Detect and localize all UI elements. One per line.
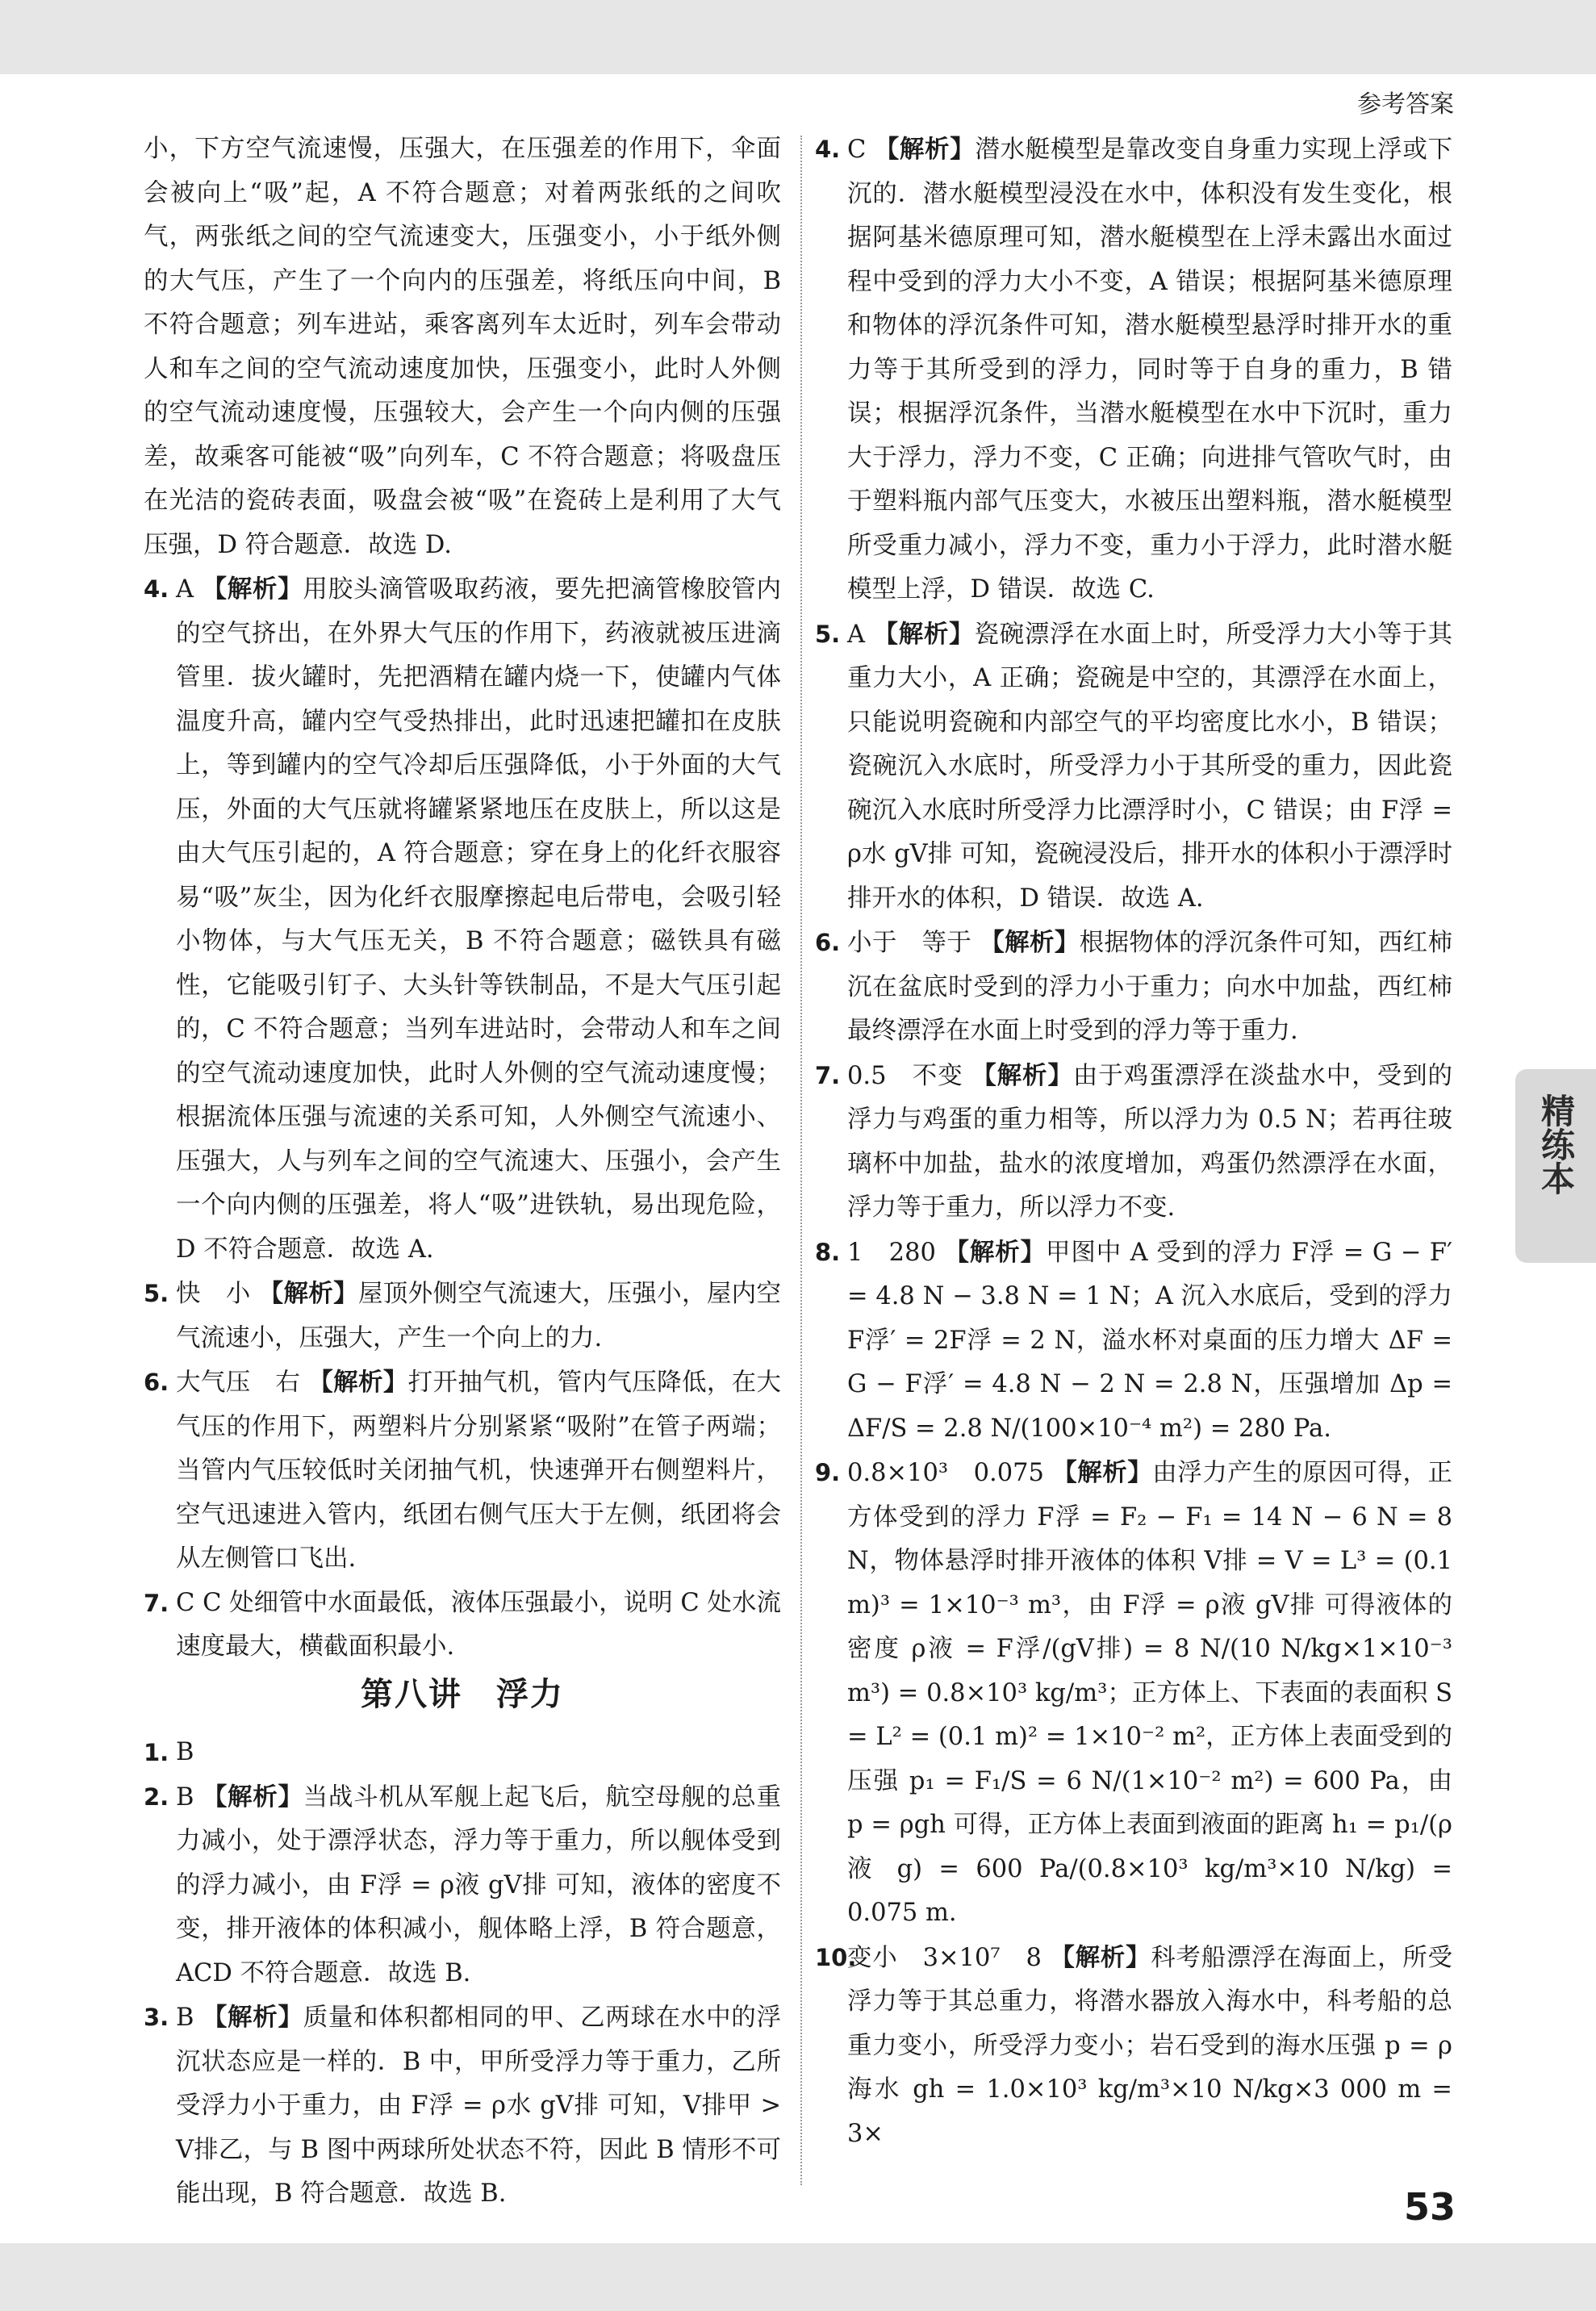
item-text: 屋顶外侧空气流速大，压强小，屋内空气流速小，压强大，产生一个向上的力. [176,1280,782,1352]
item-number: 8. [815,1238,841,1266]
item-number: 4. [144,575,169,603]
page-number: 53 [1404,2185,1456,2229]
left-column [144,127,781,2217]
item-answer: B [176,1782,194,1812]
answer-item-4-left [144,567,781,1272]
answer-item-9-right [815,1451,1452,1936]
item-text: 用胶头滴管吸取药液，要先把滴管橡胶管内的空气挤出，在外界大气压的作用下，药液就被压进滴管里．拔火罐时，先把酒精在罐内烧一下，使罐内气体温度升高，罐内空气受热排出，此时迅速把罐扣在皮肤上，等到罐内的空气冷却后压强降低，小于外面的大气压，外面的大气压就将罐紧紧地压在皮肤上，所以这是由大气压引起的，A 符合题意；穿在身上的化纤衣服容易“吸”灰尘，因为化纤衣服摩擦起电后带电，会吸引轻小物体，与大气压无关，B 不符合题意；磁铁具有磁性，它能吸引钉子、大头针等铁制品，不是大气压引起的，C 不符合题意；当列车进站时，会带动人和车之间的空气流动速度加快，此时人外侧的空气流动速度慢；根据流体压强与流速的关系可知，人外侧空气流速小、压强大，人与列车之间的空气流速大、压强小，会产生一个向内侧的压强差，将人“吸”进铁轨，易出现危险，D 不符合题意．故选 A. [176,575,782,1264]
item-number: 1. [144,1739,169,1766]
item-text: 打开抽气机，管内气压降低，在大气压的作用下，两塑料片分别紧紧“吸附”在管子两端；当管内气压较低时关闭抽气机，快速弹开右侧塑料片，空气迅速进入管内，纸团右侧气压大于左侧，纸团将会从左侧管口飞出. [176,1369,782,1573]
item-number: 5. [815,620,841,648]
analysis-tag: 【解析】 [258,1279,358,1308]
answer-item-8-right [815,1231,1452,1452]
analysis-tag: 【解析】 [980,928,1080,957]
side-tab-label: 精练本 [1536,1093,1576,1195]
item-text: 瓷碗漂浮在水面上时，所受浮力大小等于其重力大小，A 正确；瓷碗是中空的，其漂浮在水面上，只能说明瓷碗和内部空气的平均密度比水小，B 错误；瓷碗沉入水底时，所受浮力小于其所受的重力，因此瓷碗沉入水底时所受浮力比漂浮时小，C 错误；由 F浮 = ρ水 gV排 可知，瓷碗浸没后，排开水的体积小于漂浮时排开水的体积，D 错误．故选 A. [847,620,1453,913]
item-text: 当战斗机从军舰上起飞后，航空母舰的总重力减小，处于漂浮状态，浮力等于重力，所以舰体受到的浮力减小，由 F浮 = ρ液 gV排 可知，液体的密度不变，排开液体的体积减小，舰体略上浮，B 符合题意，ACD 不符合题意．故选 B. [176,1782,782,1987]
item-answer: A [176,575,194,604]
analysis-tag: 【解析】 [971,1060,1073,1090]
side-tab [1515,1069,1596,1263]
analysis-tag: 【解析】 [1052,1458,1153,1487]
lecture-title: 第八讲 浮力 [361,1675,564,1713]
item-text: 甲图中 A 受到的浮力 F浮 = G − F′ = 4.8 N − 3.8 N = 1 N；A 沉入水底后，受到的浮力 F浮′ = 2F浮 = 2 N，溢水杯对桌面的压力增大 ΔF = G − F浮′ = 4.8 N − 2 N = 2.8 N，压强增加 Δp = ΔF/S = 2.8 N/(100×10⁻⁴ m²) = 280 Pa. [847,1238,1452,1443]
answer-item-4-right [815,127,1452,612]
item-answer: 0.8×10³ 0.075 [847,1459,1044,1487]
item-answer: B [176,2004,194,2032]
item-answer: 快 小 [176,1280,251,1308]
analysis-tag: 【解析】 [873,619,975,649]
header-title: 参考答案 [1357,90,1454,119]
item-answer: 小于 等于 [847,929,972,957]
item-number: 7. [144,1589,169,1617]
continued-paragraph: 小，下方空气流速慢，压强大，在压强差的作用下，伞面会被向上“吸”起，A 不符合题意；对着两张纸的之间吹气，两张纸之间的空气流速变大，压强变小，小于纸外侧的大气压，产生了一个向内的压强差，将纸压向中间，B 不符合题意；列车进站，乘客离列车太近时，列车会带动人和车之间的空气流动速度加快，压强变小，此时人外侧的空气流动速度慢，压强较大，会产生一个向内侧的压强差，故乘客可能被“吸”向列车，C 不符合题意；将吸盘压在光洁的瓷砖表面，吸盘会被“吸”在瓷砖上是利用了大气压强，D 符合题意．故选 D. [144,135,781,559]
answer-item-5-right [815,612,1452,921]
item-answer: C [176,1588,195,1617]
answer-item-7-left [144,1582,781,1670]
item-number: 2. [144,1782,169,1811]
analysis-tag: 【解析】 [202,575,303,604]
column-divider [800,136,802,2185]
answer-item-2-lecture8 [144,1775,781,1996]
item-number: 4. [815,136,841,163]
item-number: 6. [815,929,841,956]
item-answer: 0.5 不变 [847,1061,963,1090]
item-text: C 处细管中水面最低，液体压强最小，说明 C 处水流速度最大，横截面积最小. [176,1588,781,1661]
item-text: 质量和体积都相同的甲、乙两球在水中的浮沉状态应是一样的．B 中，甲所受浮力等于重力，乙所受浮力小于重力，由 F浮 = ρ水 gV排 可知，V排甲 > V排乙，与 B 图中两球所处状态不符，因此 B 情形不可能出现，B 符合题意．故选 B. [176,2004,782,2208]
answer-item-6-left [144,1360,781,1582]
item-text: 科考船漂浮在海面上，所受浮力等于其总重力，将潜水器放入海水中，科考船的总重力变小，所受浮力变小；岩石受到的海水压强 p = ρ海水 gh = 1.0×10³ kg/m³×10 N/kg×3 000 m = 3× [847,1943,1453,2148]
answer-item-7-right [815,1054,1452,1231]
answer-item-5-left [144,1272,781,1360]
item-number: 9. [815,1459,841,1486]
analysis-tag: 【解析】 [202,2003,303,2032]
item-answer: 1 280 [847,1238,936,1267]
item-text: 由于鸡蛋漂浮在淡盐水中，受到的浮力与鸡蛋的重力相等，所以浮力为 0.5 N；若再往玻璃杯中加盐，盐水的浓度增加，鸡蛋仍然漂浮在水面，浮力等于重力，所以浮力不变. [847,1061,1453,1222]
top-margin [0,0,1596,74]
item-answer: B [176,1738,194,1766]
item-answer: 大气压 右 [176,1369,301,1397]
analysis-tag: 【解析】 [202,1782,303,1812]
answer-item-1-lecture8 [144,1731,781,1775]
bottom-margin [0,2243,1596,2311]
item-answer: A [847,620,866,649]
answer-item-3-lecture8 [144,1995,781,2217]
item-text: 由浮力产生的原因可得，正方体受到的浮力 F浮 = F₂ − F₁ = 14 N − 6 N = 8 N，物体悬浮时排开液体的体积 V排 = V = L³ = (0.1 m)³ = 1×10⁻³ m³，由 F浮 = ρ液 gV排 可得液体的密度 ρ液 = F浮/(gV排) = 8 N/(10 N/kg×1×10⁻³ m³) = 0.8×10³ kg/m³；正方体上、下表面的表面积 S = L² = (0.1 m)² = 1×10⁻² m²，正方体上表面受到的压强 p₁ = F₁/S = 6 N/(1×10⁻² m²) = 600 Pa，由 p = ρgh 可得，正方体上表面到液面的距离 h₁ = p₁/(ρ液 g) = 600 Pa/(0.8×10³ kg/m³×10 N/kg) = 0.075 m. [847,1459,1453,1927]
answer-item-10-right [815,1936,1452,2157]
item-number: 10. [815,1943,857,1971]
right-column [815,127,1452,2156]
item-text: 根据物体的浮沉条件可知，西红柿沉在盆底时受到的浮力小于重力；向水中加盐，西红柿最终漂浮在水面上时受到的浮力等于重力. [847,929,1453,1045]
item-number: 5. [144,1280,169,1307]
item-number: 7. [815,1061,841,1089]
answer-item-6-right [815,921,1452,1054]
item-text: 潜水艇模型是靠改变自身重力实现上浮或下沉的．潜水艇模型浸没在水中，体积没有发生变化，根据阿基米德原理可知，潜水艇模型在上浮未露出水面过程中受到的浮力大小不变，A 错误；根据阿基米德原理和物体的浮沉条件可知，潜水艇模型悬浮时排开水的重力等于其所受到的浮力，同时等于自身的重力，B 错误；根据浮沉条件，当潜水艇模型在水中下沉时，重力大于浮力，浮力不变，C 正确；向进排气管吹气时，由于塑料瓶内部气压变大，水被压出塑料瓶，潜水艇模型所受重力减小，浮力不变，重力小于浮力，此时潜水艇模型上浮，D 错误．故选 C. [847,136,1452,604]
analysis-tag: 【解析】 [944,1237,1046,1267]
item-answer: 变小 3×10⁷ 8 [847,1943,1042,1972]
item-number: 6. [144,1369,169,1396]
analysis-tag: 【解析】 [308,1368,408,1397]
item-number: 3. [144,2004,169,2031]
analysis-tag: 【解析】 [874,135,976,164]
analysis-tag: 【解析】 [1050,1942,1151,1972]
item-answer: C [847,136,867,164]
